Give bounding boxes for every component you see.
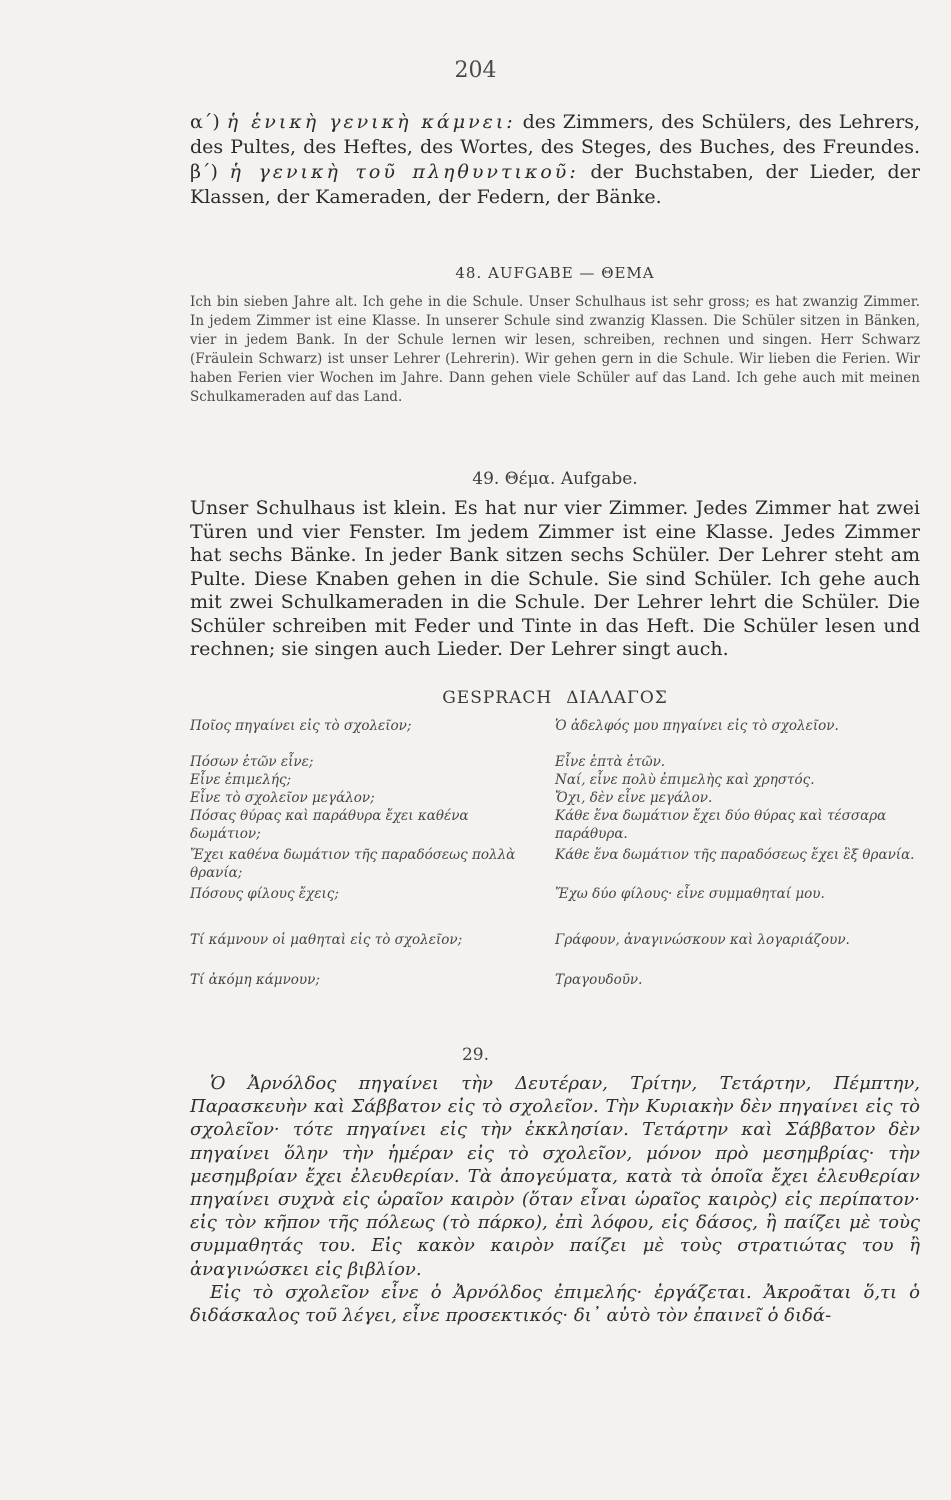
dialog-answer: Τραγουδοῦν. — [555, 972, 643, 988]
dialog-question: Εἶνε ἐπιμελής; — [190, 772, 292, 788]
dialog-row — [190, 753, 920, 771]
dialog-question: Εἶνε τὸ σχολεῖον μεγάλον; — [190, 790, 375, 806]
dialog-answer: Ἔχω δύο φίλους· εἶνε συμμαθηταί μου. — [555, 886, 825, 902]
dialog-answer: Κάθε ἕνα δωμάτιον ἔχει δύο θύρας καὶ τέσσαρα παράθυρα. — [555, 808, 887, 842]
section-49-heading: 49. Θέμα. Aufgabe. — [472, 469, 638, 489]
rule-beta-label: ἡ γενικὴ τοῦ πληθυντικοῦ: — [229, 161, 579, 183]
rule-alpha-label: ἡ ἑνικὴ γενικὴ κάμνει: — [226, 111, 516, 133]
dialog-question: Τί κάμνουν οἱ μαθηταὶ εἰς τὸ σχολεῖον; — [190, 932, 463, 948]
section-49-text: Unser Schulhaus ist klein. Es hat nur vier Zimmer. Jedes Zimmer hat zwei Türen und vier Fenster. Im jedem Zimmer ist eine Klasse. Jedes Zimmer hat sechs Bänke. In jeder Bank sitzen sechs Schüler. Der Lehrer steht am Pulte. Diese Knaben gehen in die Schule. Sie sind Schüler. Ich gehe auch mit zwei Schulkameraden in die Schule. Der Lehrer lehrt die Schüler. Die Schüler schreiben mit Feder und Tinte in das Heft. Die Schüler lesen und rechnen; sie singen auch Lieder. Der Lehrer singt auch. — [190, 497, 920, 660]
page-number: 204 — [454, 58, 497, 83]
genitive-rules-paragraph — [190, 110, 920, 210]
dialog-answer: Ὁ ἀδελφός μου πηγαίνει εἰς τὸ σχολεῖον. — [555, 718, 839, 734]
dialog-row — [190, 717, 920, 753]
section-29-paragraph: Εἰς τὸ σχολεῖον εἶνε ὁ Ἀρνόλδος ἐπιμελής· ἐργάζεται. Ἀκροᾶται ὅ,τι ὁ διδάσκαλος τοῦ λέγει, εἶνε προσεκτικός· δι᾽ αὐτὸ τὸν ἐπαινεῖ ὁ διδά- — [190, 1281, 920, 1327]
section-29-number: 29. — [461, 1045, 490, 1065]
dialog-question: Τί ἀκόμη κάμνουν; — [190, 972, 320, 988]
dialog-question: Πόσας θύρας καὶ παράθυρα ἔχει καθένα δωμάτιον; — [190, 808, 469, 842]
dialog-answer: Κάθε ἕνα δωμάτιον τῆς παραδόσεως ἔχει ἓξ θρανία. — [555, 847, 915, 863]
dialog-question: Πόσων ἐτῶν εἶνε; — [190, 754, 314, 770]
dialog-question: Πόσους φίλους ἔχεις; — [190, 886, 339, 902]
dialog-row — [190, 771, 920, 789]
section-29-paragraph: Ὁ Ἀρνόλδος πηγαίνει τὴν Δευτέραν, Τρίτην, Τετάρτην, Πέμπτην, Παρασκευὴν καὶ Σάββατον εἰς τὸ σχολεῖον. Τὴν Κυριακὴν δὲν πηγαίνει εἰς τὸ σχολεῖον· τότε πηγαίνει εἰς τὴν ἐκκλησίαν. Τετάρτην καὶ Σάββατον δὲν πηγαίνει ὅλην τὴν ἡμέραν εἰς τὸ σχολεῖον, μόνον πρὸ μεσημβρίας· τὴν μεσημβρίαν ἔχει ἐλευθερίαν. Τὰ ἀπογεύματα, κατὰ τὰ ὁποῖα ἔχει ἐλευθερίαν πηγαίνει συχνὰ εἰς ὡραῖον καιρὸν (ὅταν εἶναι ὡραῖος καιρὸς) εἰς περίπατον· εἰς τὸν κῆπον τῆς πόλεως (τὸ πάρκο), ἐπὶ λόφου, εἰς δάσος, ἢ παίζει μὲ τοὺς συμμαθητάς του. Εἰς κακὸν καιρὸν παίζει μὲ τοὺς στρατιώτας του ἢ ἀναγινώσκει εἰς βιβλίον. — [190, 1073, 920, 1280]
dialog-row — [190, 885, 920, 931]
section-48-text: Ich bin sieben Jahre alt. Ich gehe in die Schule. Unser Schulhaus ist sehr gross; es hat zwanzig Zimmer. In jedem Zimmer ist eine Klasse. In unserer Schule sind zwanzig Klassen. Die Schüler sitzen in Bänken, vier in jedem Bank. In der Schule lernen wir lesen, schreiben, rechnen und singen. Herr Schwarz (Fräulein Schwarz) ist unser Lehrer (Lehrerin). Wir gehen gern in die Schule. Wir lieben die Ferien. Wir haben Ferien vier Wochen im Jahre. Dann gehen viele Schüler auf das Land. Ich gehe auch mit meinen Schulkameraden auf das Land. — [190, 294, 920, 405]
dialog-row — [190, 931, 920, 971]
rule-alpha-words: des Zimmers, des Schülers, des Lehrers, des Pultes, des Heftes, des Wortes, des Steges, des Buches, des Freundes. — [190, 111, 920, 158]
dialog-answer: Ναί, εἶνε πολὺ ἐπιμελὴς καὶ χρηστός. — [555, 772, 815, 788]
dialog-row — [190, 807, 920, 846]
dialog-title-german: GESPRACH — [442, 688, 553, 708]
dialog-question: Ἔχει καθένα δωμάτιον τῆς παραδόσεως πολλὰ θρανία; — [190, 847, 516, 881]
rule-beta-words: der Buchstaben, der Lieder, der Klassen, der Kameraden, der Federn, der Bänke. — [190, 161, 920, 208]
section-29-text — [190, 1072, 920, 1327]
dialog-table — [190, 717, 920, 989]
section-48-heading: 48. AUFGABE — ΘΕΜΑ — [455, 264, 655, 282]
dialog-answer: Εἶνε ἑπτὰ ἐτῶν. — [555, 754, 666, 770]
dialog-row — [190, 846, 920, 885]
dialog-answer: Ὄχι, δὲν εἶνε μεγάλον. — [555, 790, 713, 806]
dialog-question: Ποῖος πηγαίνει εἰς τὸ σχολεῖον; — [190, 718, 412, 734]
dialog-row — [190, 971, 920, 989]
rule-alpha-prefix: α΄) — [190, 111, 227, 133]
dialog-title — [190, 688, 920, 708]
dialog-title-greek: ΔΙΑΛΑΓΟΣ — [566, 688, 668, 708]
rule-beta-prefix: β΄) — [190, 161, 230, 183]
dialog-row — [190, 789, 920, 807]
dialog-answer: Γράφουν, ἀναγινώσκουν καὶ λογαριάζουν. — [555, 932, 850, 948]
